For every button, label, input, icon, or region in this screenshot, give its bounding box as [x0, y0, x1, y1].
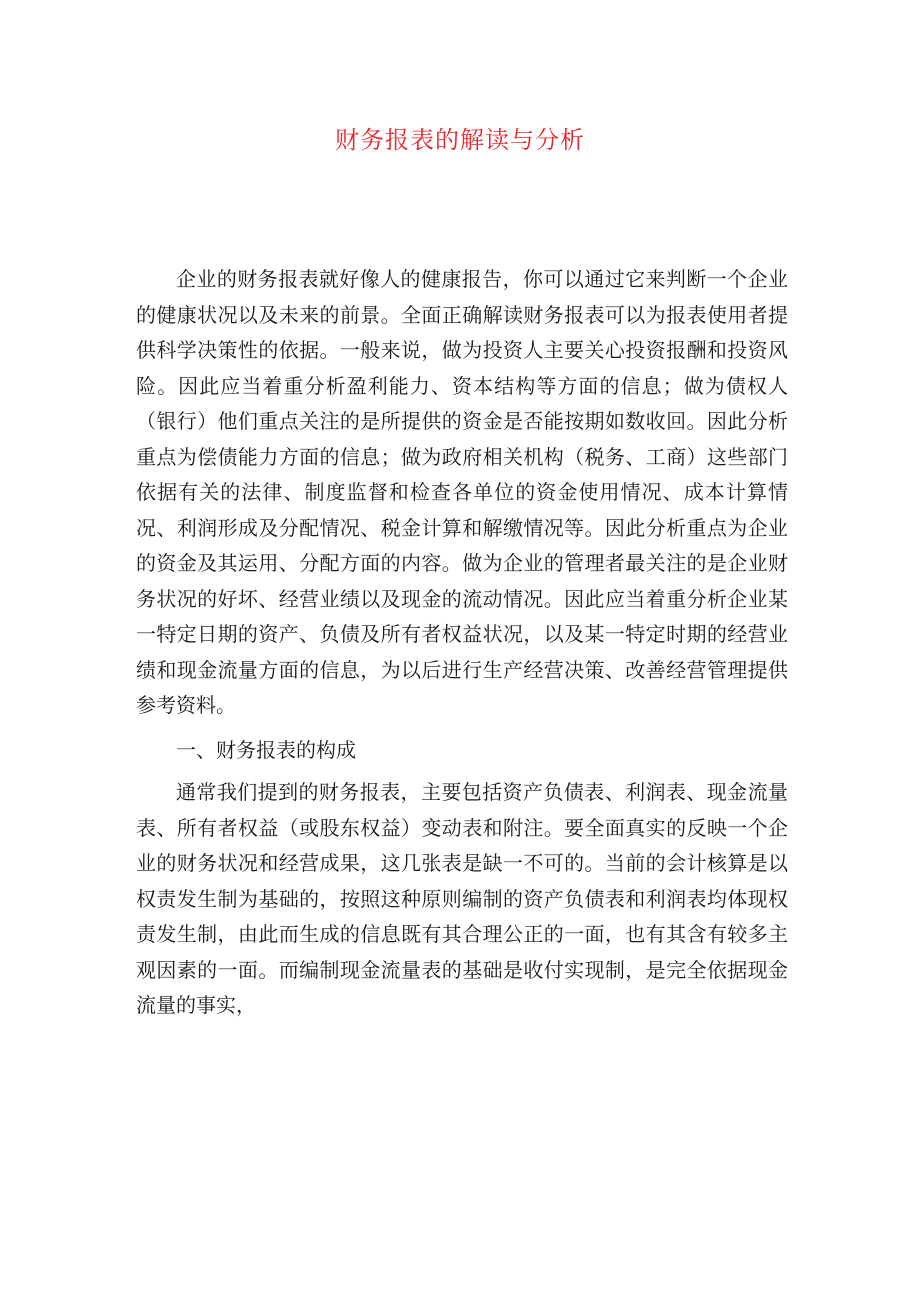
section-heading: 一、财务报表的构成 — [176, 737, 356, 762]
document-body — [136, 262, 788, 1024]
section-paragraph: 通常我们提到的财务报表，主要包括资产负债表、利润表、现金流量表、所有者权益（或股东权益）变动表和附注。要全面真实的反映一个企业的财务状况和经营成果，这几张表是缺一不可的。当前的会计核算是以权责发生制为基础的，按照这种原则编制的资产负债表和利润表均体现权责发生制，由此而生成的信息既有其合理公正的一面，也有其含有较多主观因素的一面。而编制现金流量表的基础是收付实现制，是完全依据现金流量的事实， — [136, 780, 788, 1017]
document-title: 财务报表的解读与分析 — [335, 126, 585, 154]
intro-paragraph: 企业的财务报表就好像人的健康报告，你可以通过它来判断一个企业的健康状况以及未来的前景。全面正确解读财务报表可以为报表使用者提供科学决策性的依据。一般来说，做为投资人主要关心投资报酬和投资风险。因此应当着重分析盈利能力、资本结构等方面的信息；做为债权人（银行）他们重点关注的是所提供的资金是否能按期如数收回。因此分析重点为偿债能力方面的信息；做为政府相关机构（税务、工商）这些部门依据有关的法律、制度监督和检查各单位的资金使用情况、成本计算情况、利润形成及分配情况、税金计算和解缴情况等。因此分析重点为企业的资金及其运用、分配方面的内容。做为企业的管理者最关注的是企业财务状况的好坏、经营业绩以及现金的流动情况。因此应当着重分析企业某一特定日期的资产、负债及所有者权益状况，以及某一特定时期的经营业绩和现金流量方面的信息，为以后进行生产经营决策、改善经营管理提供参考资料。 — [136, 267, 788, 717]
